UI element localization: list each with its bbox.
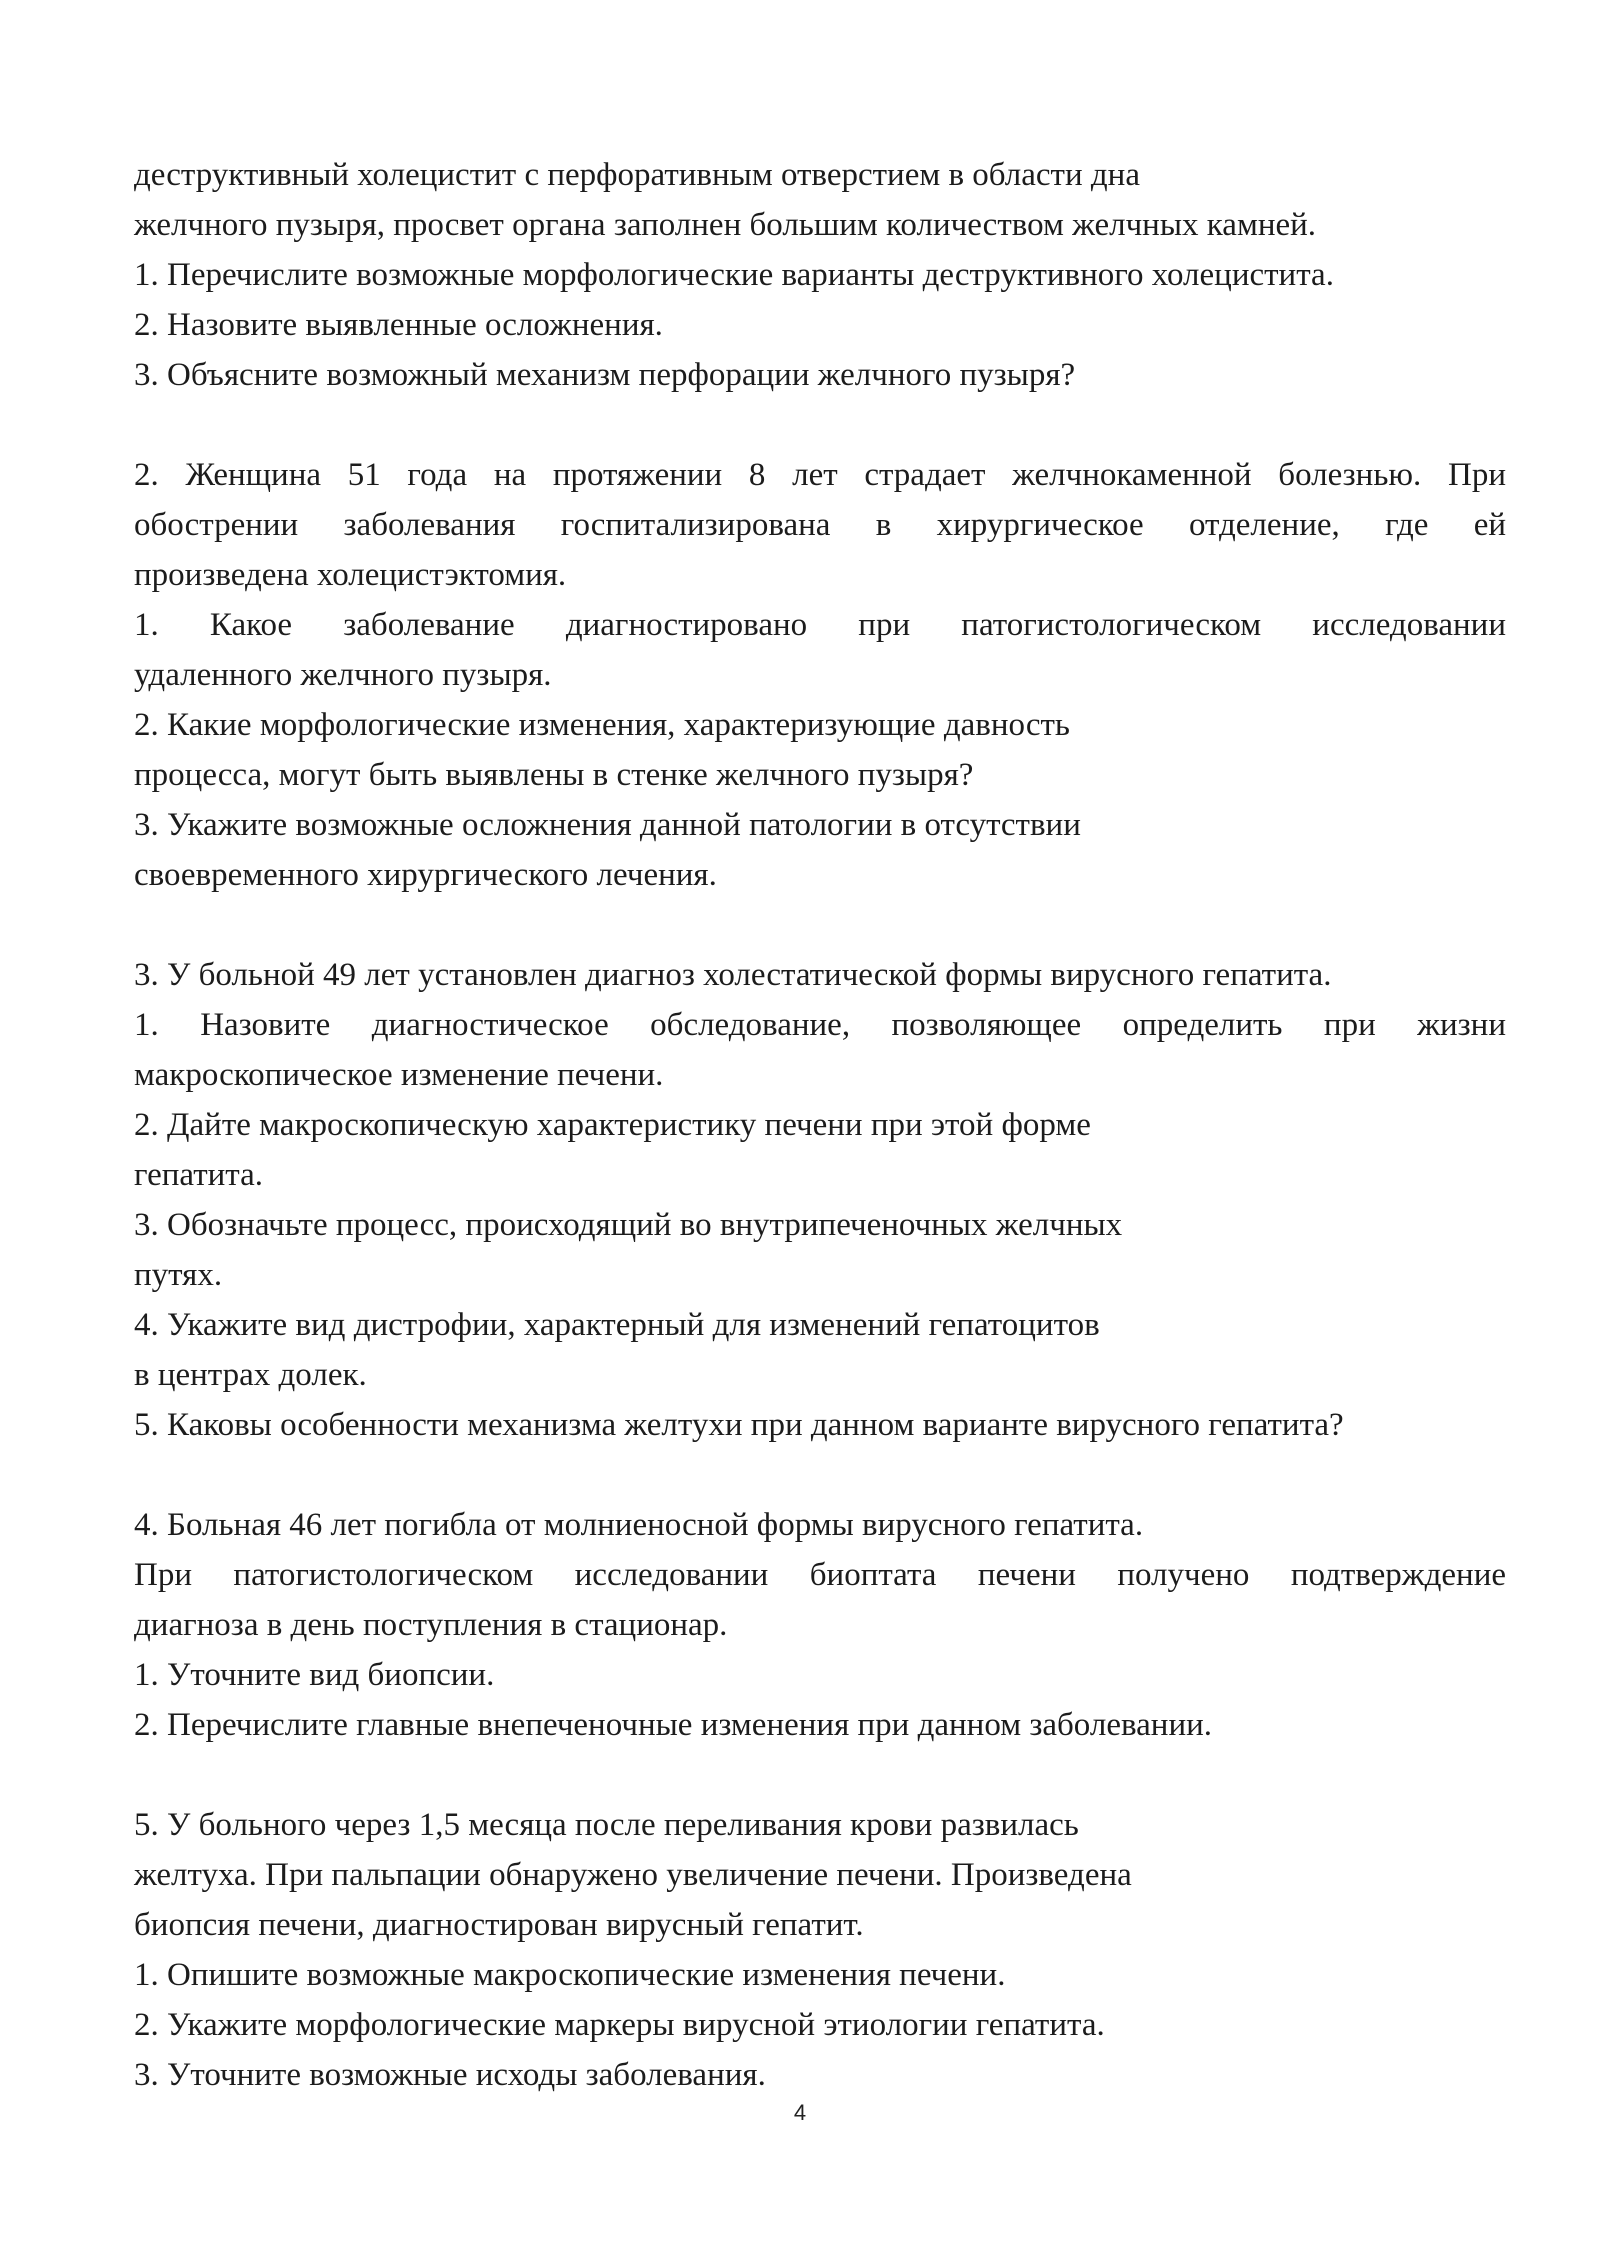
text-line: деструктивный холецистит с перфоративным отверстием в области дна xyxy=(134,157,1140,193)
document-page xyxy=(134,150,1506,2100)
text-line: 2. Женщина 51 года на протяжении 8 лет страдает желчнокаменной болезнью. При xyxy=(134,457,1506,493)
question-line: своевременного хирургического лечения. xyxy=(134,857,717,893)
question-line: 1. Опишите возможные макроскопические изменения печени. xyxy=(134,1957,1006,1993)
question-line: 3. Объясните возможный механизм перфорации желчного пузыря? xyxy=(134,357,1076,393)
question-line: 1. Перечислите возможные морфологические варианты деструктивного холецистита. xyxy=(134,257,1334,293)
question-line: 4. Укажите вид дистрофии, характерный для изменений гепатоцитов xyxy=(134,1307,1100,1343)
question-line: 2. Дайте макроскопическую характеристику печени при этой форме xyxy=(134,1107,1091,1143)
text-line: желчного пузыря, просвет органа заполнен большим количеством желчных камней. xyxy=(134,207,1317,243)
question-line: макроскопическое изменение печени. xyxy=(134,1057,664,1093)
paragraph-gap xyxy=(134,900,1506,950)
paragraph-gap xyxy=(134,1750,1506,1800)
question-line: путях. xyxy=(134,1257,223,1293)
question-line: гепатита. xyxy=(134,1157,264,1193)
paragraph-gap xyxy=(134,1450,1506,1500)
question-line: процесса, могут быть выявлены в стенке желчного пузыря? xyxy=(134,757,974,793)
question-line: 3. Обозначьте процесс, происходящий во внутрипеченочных желчных xyxy=(134,1207,1123,1243)
task-3 xyxy=(134,950,1506,1450)
question-line: 5. Каковы особенности механизма желтухи при данном варианте вирусного гепатита? xyxy=(134,1407,1344,1443)
text-line: 3. У больной 49 лет установлен диагноз холестатической формы вирусного гепатита. xyxy=(134,957,1332,993)
text-line: желтуха. При пальпации обнаружено увеличение печени. Произведена xyxy=(134,1857,1132,1893)
question-line: 1. Уточните вид биопсии. xyxy=(134,1657,495,1693)
question-line: 3. Укажите возможные осложнения данной патологии в отсутствии xyxy=(134,807,1081,843)
question-line: 2. Укажите морфологические маркеры вирусной этиологии гепатита. xyxy=(134,2007,1105,2043)
text-line: биопсия печени, диагностирован вирусный гепатит. xyxy=(134,1907,864,1943)
task-4 xyxy=(134,1500,1506,1750)
text-line: произведена холецистэктомия. xyxy=(134,557,567,593)
question-line: 1. Какое заболевание диагностировано при патогистологическом исследовании xyxy=(134,607,1506,643)
text-line: 5. У больного через 1,5 месяца после переливания крови развилась xyxy=(134,1807,1079,1843)
task-1-continuation xyxy=(134,150,1506,400)
question-line: 3. Уточните возможные исходы заболевания. xyxy=(134,2057,766,2093)
task-5 xyxy=(134,1800,1506,2100)
text-line: 4. Больная 46 лет погибла от молниеносной формы вирусного гепатита. xyxy=(134,1507,1144,1543)
question-line: 2. Какие морфологические изменения, характеризующие давность xyxy=(134,707,1070,743)
text-line: диагноза в день поступления в стационар. xyxy=(134,1607,728,1643)
question-line: 2. Перечислите главные внепеченочные изменения при данном заболевании. xyxy=(134,1707,1213,1743)
question-line: 2. Назовите выявленные осложнения. xyxy=(134,307,663,343)
question-line: в центрах долек. xyxy=(134,1357,367,1393)
question-line: удаленного желчного пузыря. xyxy=(134,657,552,693)
task-2 xyxy=(134,450,1506,900)
text-line: обострении заболевания госпитализирована в хирургическое отделение, где ей xyxy=(134,507,1506,543)
text-line: При патогистологическом исследовании биоптата печени получено подтверждение xyxy=(134,1557,1506,1593)
page-number: 4 xyxy=(793,2100,807,2125)
question-line: 1. Назовите диагностическое обследование, позволяющее определить при жизни xyxy=(134,1007,1506,1043)
paragraph-gap xyxy=(134,400,1506,450)
